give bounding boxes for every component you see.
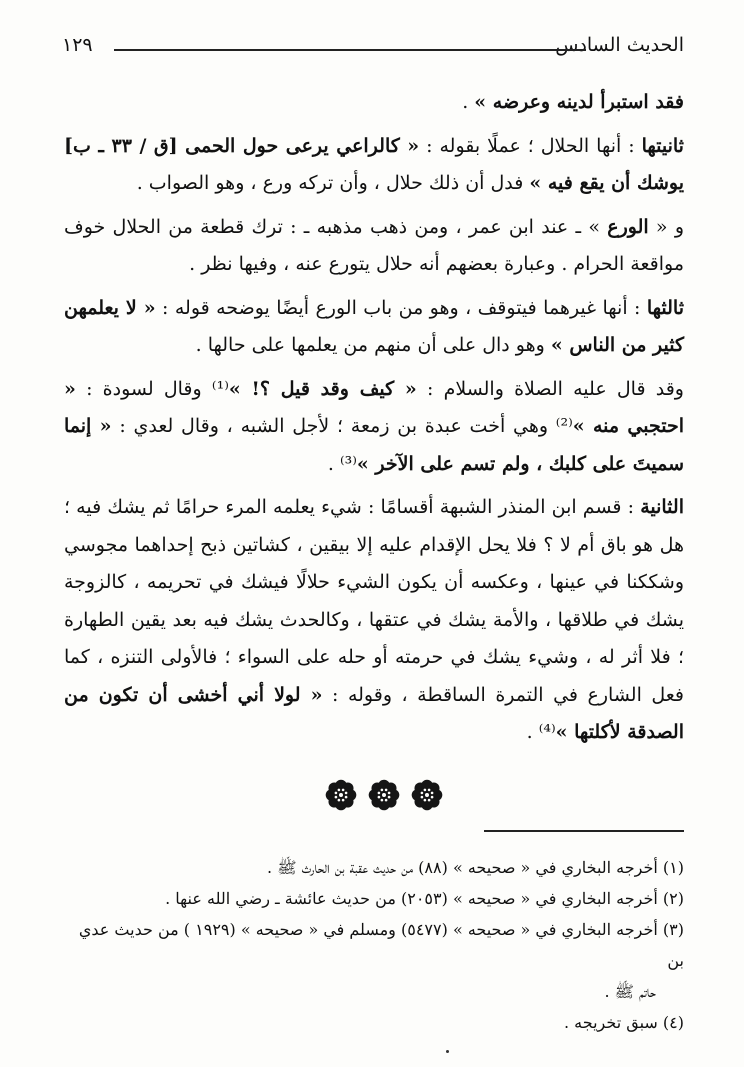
body-text: : أنها غيرهما فيتوقف ، وهو من باب الورع أيضًا يوضحه قوله :: [155, 296, 647, 319]
paragraph: [64, 489, 684, 752]
running-header: [62, 32, 684, 66]
paragraph: [64, 290, 684, 365]
footnote-number: (٢): [662, 889, 684, 908]
emphasized-text: ثالثها: [646, 296, 684, 319]
footnote: [64, 1007, 684, 1038]
body-text: ⁽²⁾ وهي أخت عبدة بن زمعة ؛ لأجل الشبه ، وقال لعدي :: [111, 415, 573, 437]
emphasized-text: « كيف وقد قيل ؟! »: [228, 377, 417, 400]
footnote: [64, 914, 684, 1007]
body-text: و «: [648, 215, 684, 238]
footnote-text: سبق تخريجه .: [564, 1013, 658, 1032]
emphasized-text: الثانية: [640, 496, 684, 518]
footnote-number: (٤): [662, 1013, 684, 1032]
body-text: فدل أن ذلك حلال ، وأن تركه ورع ، وهو الصواب .: [136, 172, 530, 194]
footnote-text: أخرجه البخاري في « صحيحه » (٥٤٧٧) ومسلم في « صحيحه » (١٩٢٩ ) من حديث عدي بن: [78, 920, 684, 970]
body-text: ⁽¹⁾ وقال لسودة :: [75, 377, 229, 400]
emphasized-text: « إنما سميتَ على كلبك ، ولم تسم على الآخر »: [64, 415, 684, 475]
footnote: [64, 883, 684, 914]
footnote: [64, 852, 684, 883]
emphasized-text: فقد استبرأ لدينه وعرضه »: [474, 91, 684, 113]
body-text: ⁽³⁾ .: [327, 452, 357, 475]
emphasized-text: « كالراعي يرعى حول الحمى [ق / ٣٣ ـ ب] يوشك أن يقع فيه »: [64, 134, 684, 194]
paragraph: [64, 209, 684, 284]
body-text: » ـ عند ابن عمر ، ومن ذهب مذهبه ـ : ترك قطعة من الحلال خوف مواقعة الحرام . وعبارة بعضهم أنه حلال يتورع عنه ، وفيها نظر .: [64, 215, 684, 275]
paragraph: [64, 371, 684, 484]
emphasized-text: « لولا أني أخشى أن تكون من الصدقة لأكلتها »: [64, 683, 684, 743]
body-text: وقد قال عليه الصلاة والسلام :: [416, 377, 684, 400]
print-speck: [446, 1050, 449, 1053]
footnote-text-continued: حاتم ﷺ .: [604, 982, 656, 1001]
footnote-number: (١): [662, 858, 684, 877]
main-text: [64, 84, 684, 752]
chapter-title: الحديث السادس: [555, 34, 684, 56]
page-number: ١٢٩: [62, 34, 93, 56]
paragraph: [64, 128, 684, 203]
body-text: وهو دال على أن منهم من يعلمها على حالها .: [195, 334, 551, 356]
emphasized-text: « احتجبي منه »: [64, 377, 684, 437]
emphasized-text: ثانيتها: [641, 134, 684, 157]
section-ornament: [324, 778, 444, 812]
emphasized-text: « لا يعلمهن كثير من الناس »: [64, 296, 684, 356]
body-text: .: [462, 91, 475, 113]
footnote-text: أخرجه البخاري في « صحيحه » (٢٠٥٣) من حديث عائشة ـ رضي الله عنها .: [165, 889, 658, 908]
body-text: ⁽⁴⁾ .: [526, 721, 556, 743]
footnotes: [64, 852, 684, 1038]
flower-ornament-icon: [367, 778, 401, 812]
paragraph: [64, 84, 684, 122]
flower-ornament-icon: [410, 778, 444, 812]
footnote-text: أخرجه البخاري في « صحيحه » (٨٨) من حديث عقبة بن الحارث ﷺ .: [267, 858, 658, 877]
footnote-number: (٣): [662, 920, 684, 939]
body-text: : قسم ابن المنذر الشبهة أقسامًا : شيء يعلمه المرء حرامًا ثم يشك فيه ؛ هل هو باق أم لا ؟ فلا يحل الإقدام عليه إلا بيقين ، كشاتين ذبح إحداهما مجوسي وشككنا في عينها ، وعكسه أن يكون الشيء حلالًا فيشك في تحريمه ، كالزوجة يشك في طلاقها ، والأمة يشك في عتقها ، وكالحدث يشك فيه بعد يقين الطهارة ؛ فلا أثر له ، وشيء يشك في حرمته أو حله على السواء ؛ فالأولى التنزه ، كما فعل الشارع في التمرة الساقطة ، وقوله :: [64, 496, 684, 706]
emphasized-text: الورع: [607, 215, 649, 238]
body-text: : أنها الحلال ؛ عملًا بقوله :: [419, 134, 642, 157]
footnote-divider: [484, 830, 684, 832]
header-rule: [114, 49, 586, 51]
flower-ornament-icon: [324, 778, 358, 812]
